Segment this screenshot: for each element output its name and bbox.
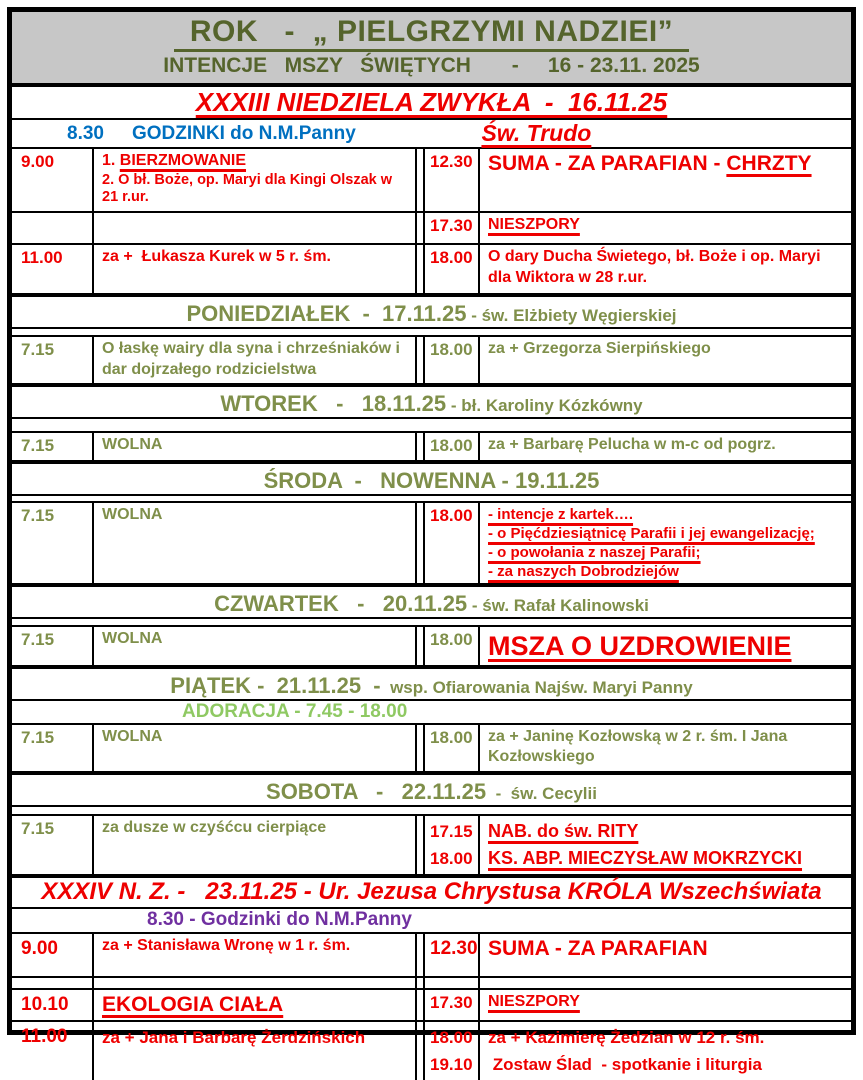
- text-line: [488, 1051, 846, 1078]
- intention-cell: [92, 627, 417, 665]
- time-line: 7.15: [21, 505, 55, 525]
- text-line: [102, 727, 410, 748]
- time-line: 12.30: [430, 152, 473, 171]
- text-segment: WOLNA: [102, 505, 163, 523]
- schedule-row: [12, 503, 851, 583]
- wednesday-gap: [12, 496, 851, 503]
- time-cell: [423, 1022, 480, 1080]
- time-cell: [423, 934, 480, 976]
- time-line: 18.00: [430, 505, 473, 525]
- time-line: 7.15: [21, 340, 55, 359]
- intention-cell: [480, 1022, 851, 1080]
- schedule-row: [12, 978, 851, 990]
- text-line: [488, 151, 846, 177]
- intention-cell: [92, 245, 417, 293]
- text-segment: SUMA - ZA PARAFIAN: [488, 936, 708, 960]
- intention-cell: [480, 725, 851, 771]
- tuesday-header: [12, 383, 851, 419]
- intention-cell: [92, 213, 417, 243]
- text-segment: BIERZMOWANIE: [119, 152, 247, 169]
- time-cell: [423, 433, 480, 460]
- text-line: [488, 727, 846, 769]
- saturday-grid: [12, 816, 851, 874]
- linerow-text: ADORACJA - 7.45 - 18.00: [182, 700, 408, 722]
- saturday-gap: [12, 807, 851, 816]
- time-cell: [12, 725, 92, 771]
- text-line: [488, 818, 846, 845]
- intention-cell: [92, 978, 417, 988]
- friday-header: [12, 665, 851, 701]
- banner-text: PONIEDZIAŁEK - 17.11.25: [186, 301, 467, 326]
- schedule-sections: [12, 87, 851, 1080]
- text-segment: WOLNA: [102, 629, 163, 647]
- text-line: [488, 543, 846, 562]
- time-cell: [12, 816, 92, 874]
- time-cell: [12, 627, 92, 665]
- time-line: 10.10: [21, 993, 69, 1015]
- feast-text: Św. Trudo: [481, 120, 592, 146]
- text-segment: za + Barbarę Pelucha w m-c od pogrz.: [488, 435, 776, 453]
- text-line: [102, 339, 410, 381]
- text-segment: Zostaw Ślad - spotkanie i liturgia: [488, 1054, 762, 1074]
- banner-text: - św. Cecylii: [486, 783, 597, 803]
- time-line: 12.30: [430, 937, 478, 959]
- time-line: 17.30: [430, 992, 473, 1012]
- schedule-row: [12, 627, 851, 665]
- text-line: [102, 936, 410, 957]
- schedule-row: [12, 816, 851, 874]
- text-line: [488, 992, 846, 1013]
- text-segment: - intencje z kartek….: [488, 505, 634, 523]
- time-line: 18.00: [430, 340, 473, 359]
- time-cell: [423, 627, 480, 665]
- intention-cell: [480, 503, 851, 583]
- schedule-row: [12, 990, 851, 1022]
- text-segment: NIESZPORY: [488, 216, 580, 233]
- text-segment: WOLNA: [102, 727, 163, 745]
- schedule-row: [12, 337, 851, 383]
- text-line: [102, 435, 410, 456]
- intention-cell: [92, 433, 417, 460]
- banner-text: - bł. Karoliny Kózkówny: [446, 395, 643, 415]
- banner-text: XXXIV N. Z. - 23.11.25 - Ur. Jezusa Chrystusa KRÓLA Wszechświata: [41, 878, 822, 906]
- text-line: [488, 215, 846, 236]
- text-segment: SUMA - ZA PARAFIAN -: [488, 152, 727, 175]
- text-segment: - o powołania z naszej Parafii;: [488, 543, 701, 561]
- text-segment: za + Kazimierę Żedzian w 12 r. śm.: [488, 1027, 765, 1047]
- time-cell: [423, 337, 480, 383]
- text-segment: O łaskę wairy dla syna i chrześniaków i dar dojrzałego rodzicielstwa: [102, 340, 405, 378]
- banner-text: CZWARTEK - 20.11.25: [214, 590, 468, 616]
- monday-header: [12, 293, 851, 329]
- text-line: [488, 936, 846, 962]
- sunday1-godzinki-row: [12, 120, 851, 149]
- banner-text: PIĄTEK - 21.11.25 -: [170, 672, 381, 698]
- linerow-text: 8.30 - Godzinki do N.M.Panny: [147, 909, 412, 931]
- schedule-row: [12, 433, 851, 460]
- text-line: [488, 339, 846, 360]
- time-cell: [423, 213, 480, 243]
- text-segment: CHRZTY: [726, 152, 812, 175]
- thursday-grid: [12, 627, 851, 665]
- text-segment: KS. ABP. MIECZYSŁAW MOKRZYCKI: [488, 847, 803, 868]
- text-segment: za + Janinę Kozłowską w 2 r. śm. I Jana Kozłowskiego: [488, 727, 792, 766]
- time-line: 9.00: [21, 937, 58, 959]
- intention-cell: [92, 337, 417, 383]
- time-cell: [12, 149, 92, 211]
- text-segment: za + Stanisława Wronę w 1 r. śm.: [102, 936, 351, 954]
- text-line: [488, 562, 846, 581]
- text-segment: za + Grzegorza Sierpińskiego: [488, 340, 711, 357]
- intention-cell: [480, 627, 851, 665]
- time-cell: [12, 503, 92, 583]
- time-cell: [423, 725, 480, 771]
- time-cell: [12, 433, 92, 460]
- time-line: 9.00: [21, 152, 55, 171]
- sunday2-grid: [12, 934, 851, 1080]
- intention-cell: [480, 149, 851, 211]
- wednesday-grid: [12, 503, 851, 583]
- text-segment: za + Łukasza Kurek w 5 r. śm.: [102, 248, 331, 265]
- godzinki-text: GODZINKI do N.M.Panny: [131, 122, 356, 144]
- intention-cell: [480, 433, 851, 460]
- text-line: [488, 247, 846, 289]
- banner-text: XXXIII NIEDZIELA ZWYKŁA - 16.11.25: [195, 87, 668, 117]
- time-line: 11.00: [21, 248, 63, 267]
- time-cell: [12, 990, 92, 1020]
- wednesday-header: [12, 460, 851, 496]
- time-line: 7.15: [21, 435, 55, 455]
- time-line: 18.00: [430, 727, 473, 747]
- text-segment: O dary Ducha Świetego, bł. Boże i op. Maryi dla Wiktora w 28 r.ur.: [488, 248, 825, 286]
- time-cell: [423, 149, 480, 211]
- text-segment: - za naszych Dobrodziejów: [488, 562, 679, 580]
- intention-cell: [480, 337, 851, 383]
- time-cell: [12, 978, 92, 988]
- thursday-gap: [12, 619, 851, 627]
- text-segment: - o Pięćdziesiątnicę Parafii i jej ewangelizację;: [488, 524, 815, 542]
- friday-adoracja-row: [12, 701, 851, 725]
- text-segment: za dusze w czyśćcu cierpiące: [102, 818, 327, 836]
- intention-cell: [92, 503, 417, 583]
- time-line: 17.15: [430, 821, 473, 841]
- friday-grid: [12, 725, 851, 771]
- banner-text: - św. Rafał Kalinowski: [467, 595, 649, 615]
- intention-cell: [92, 816, 417, 874]
- text-segment: za + Jana i Barbarę Żerdzińskich: [102, 1027, 366, 1047]
- time-cell: [423, 978, 480, 988]
- intention-cell: [92, 990, 417, 1020]
- time-cell: [12, 1022, 92, 1080]
- time-text: 8.30: [67, 122, 104, 144]
- time-line: 19.10: [430, 1054, 473, 1074]
- text-segment: 2. O bł. Boże, op. Maryi dla Kingi Olszak w 21 r.ur.: [102, 171, 397, 205]
- schedule-row: [12, 934, 851, 978]
- header-banner: [12, 12, 851, 87]
- text-line: [102, 818, 410, 839]
- banner-text: wsp. Ofiarowania Najśw. Maryi Panny: [380, 677, 693, 697]
- intention-cell: [480, 245, 851, 293]
- text-line: [102, 505, 410, 526]
- text-line: [102, 992, 410, 1018]
- time-line: 18.00: [430, 629, 473, 649]
- text-line: [488, 435, 846, 456]
- saturday-header: [12, 771, 851, 807]
- text-segment: WOLNA: [102, 435, 163, 453]
- intention-cell: [480, 990, 851, 1020]
- time-line: 18.00: [430, 1027, 473, 1047]
- time-cell: [12, 213, 92, 243]
- text-line: [488, 505, 846, 524]
- time-line: 17.30: [430, 216, 473, 235]
- time-line: 7.15: [21, 727, 55, 747]
- intention-cell: [480, 934, 851, 976]
- time-line: 7.15: [21, 818, 55, 838]
- text-line: [488, 1024, 846, 1051]
- time-cell: [423, 990, 480, 1020]
- feast-label: [473, 120, 851, 147]
- text-line: [102, 247, 410, 268]
- sunday2-godzinki-row: [12, 909, 851, 934]
- intention-cell: [92, 149, 417, 211]
- tuesday-gap: [12, 419, 851, 433]
- time-line: 11.00: [21, 1025, 68, 1047]
- time-cell: [423, 816, 480, 874]
- intention-cell: [92, 725, 417, 771]
- intention-cell: [480, 213, 851, 243]
- text-segment: EKOLOGIA CIAŁA: [102, 992, 284, 1016]
- monday-gap: [12, 329, 851, 337]
- banner-text: - św. Elżbiety Węgierskiej: [466, 306, 677, 325]
- text-line: [488, 629, 846, 663]
- time-cell: [12, 337, 92, 383]
- godzinki-label: [12, 123, 473, 145]
- schedule-row: [12, 149, 851, 213]
- page-title: ROK - „ PIELGRZYMI NADZIEI”: [174, 15, 689, 52]
- sunday2-title: [12, 874, 851, 909]
- time-line: 18.00: [430, 848, 473, 868]
- schedule-row: [12, 725, 851, 771]
- schedule-row: [12, 1022, 851, 1080]
- page-subtitle: INTENCJE MSZY ŚWIĘTYCH - 16 - 23.11. 2025: [163, 54, 700, 77]
- text-line: [488, 524, 846, 543]
- intention-cell: [92, 1022, 417, 1080]
- tuesday-grid: [12, 433, 851, 460]
- time-cell: [12, 934, 92, 976]
- sunday1-grid: [12, 149, 851, 293]
- schedule-row: [12, 245, 851, 293]
- time-line: 7.15: [21, 629, 55, 649]
- time-cell: [12, 245, 92, 293]
- monday-grid: [12, 337, 851, 383]
- intention-cell: [92, 934, 417, 976]
- text-segment: MSZA O UZDROWIENIE: [488, 630, 792, 661]
- text-line: [102, 629, 410, 650]
- banner-text: WTOREK - 18.11.25: [220, 390, 447, 416]
- intention-cell: [480, 816, 851, 874]
- bulletin-page: [7, 7, 856, 1074]
- sunday1-title: [12, 87, 851, 120]
- text-line: [102, 1024, 410, 1051]
- time-cell: [423, 503, 480, 583]
- intention-cell: [480, 978, 851, 988]
- text-segment: NIESZPORY: [488, 992, 580, 1010]
- banner-text: SOBOTA - 22.11.25: [266, 778, 487, 804]
- banner-text: ŚRODA - NOWENNA - 19.11.25: [263, 467, 600, 493]
- text-segment: 1.: [102, 152, 120, 169]
- text-segment: NAB. do św. RITY: [488, 820, 639, 841]
- text-line: [102, 151, 410, 172]
- time-line: 18.00: [430, 435, 473, 455]
- schedule-row: [12, 213, 851, 245]
- time-line: 18.00: [430, 248, 473, 267]
- text-line: [488, 845, 846, 872]
- text-line: [102, 172, 410, 206]
- time-cell: [423, 245, 480, 293]
- thursday-header: [12, 583, 851, 619]
